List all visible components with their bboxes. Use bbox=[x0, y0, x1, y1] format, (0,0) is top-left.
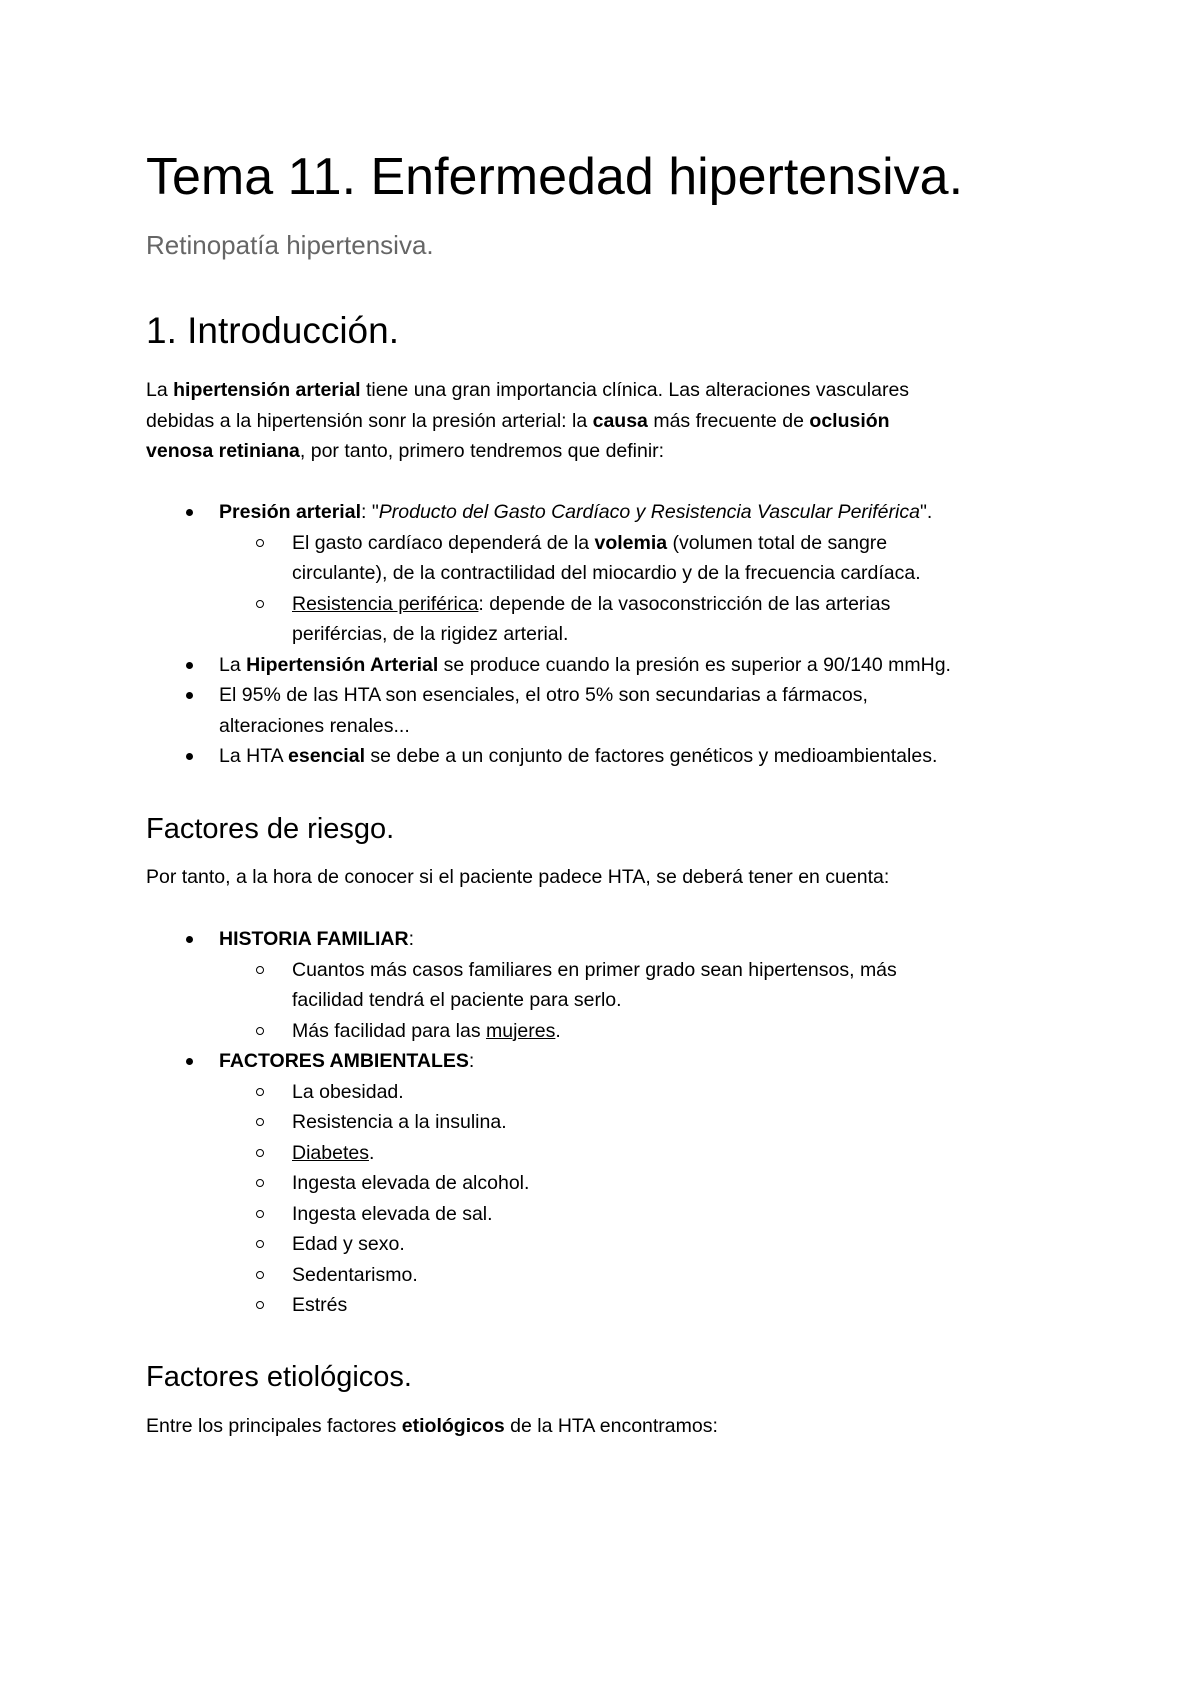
section-heading-factores-riesgo: Factores de riesgo. bbox=[146, 813, 395, 845]
hollow-bullet-icon bbox=[256, 1301, 264, 1309]
list-item: El 95% de las HTA son esenciales, el otro 5% son secundarias a fármacos, alteraciones renales... bbox=[146, 680, 1106, 741]
section-heading-introduccion: 1. Introducción. bbox=[146, 310, 399, 351]
hollow-bullet-icon bbox=[256, 966, 264, 974]
list-subitem: Ingesta elevada de sal. bbox=[146, 1199, 1106, 1230]
list-subitem: Resistencia periférica: depende de la vasoconstricción de las arterias perifércias, de la rigidez arterial. bbox=[146, 589, 1106, 650]
hollow-bullet-icon bbox=[256, 1149, 264, 1157]
list-item-historia-familiar: HISTORIA FAMILIAR: bbox=[146, 924, 1106, 955]
document-subtitle: Retinopatía hipertensiva. bbox=[146, 230, 434, 260]
section-heading-factores-etiologicos: Factores etiológicos. bbox=[146, 1361, 412, 1393]
intro-line-3: venosa retiniana, por tanto, primero tendremos que definir: bbox=[146, 440, 665, 462]
factores-riesgo-list bbox=[146, 924, 1106, 1321]
introduccion-list bbox=[146, 497, 1106, 772]
hollow-bullet-icon bbox=[256, 1118, 264, 1126]
list-subitem: La obesidad. bbox=[146, 1077, 1106, 1108]
list-subitem: Edad y sexo. bbox=[146, 1229, 1106, 1260]
factores-riesgo-intro: Por tanto, a la hora de conocer si el paciente padece HTA, se deberá tener en cuenta: bbox=[146, 866, 890, 888]
intro-line-2: debidas a la hipertensión sonr la presión arterial: la causa más frecuente de oclusión bbox=[146, 409, 890, 432]
bullet-icon bbox=[186, 692, 193, 699]
list-subitem: El gasto cardíaco dependerá de la volemia (volumen total de sangre circulante), de la contractilidad del miocardio y de la frecuencia cardíaca. bbox=[146, 528, 1106, 589]
hollow-bullet-icon bbox=[256, 600, 264, 608]
document-title: Tema 11. Enfermedad hipertensiva. bbox=[146, 148, 964, 206]
bullet-icon bbox=[186, 662, 193, 669]
list-item-factores-ambientales: FACTORES AMBIENTALES: bbox=[146, 1046, 1106, 1077]
list-subitem: Cuantos más casos familiares en primer grado sean hipertensos, más facilidad tendrá el paciente para serlo. bbox=[146, 955, 1106, 1016]
list-subitem: Estrés bbox=[146, 1290, 1106, 1321]
list-subitem: Diabetes. bbox=[146, 1138, 1106, 1169]
list-subitem: Más facilidad para las mujeres. bbox=[146, 1016, 1106, 1047]
bullet-icon bbox=[186, 753, 193, 760]
list-item: Presión arterial: "Producto del Gasto Cardíaco y Resistencia Vascular Periférica". bbox=[146, 497, 1106, 528]
hollow-bullet-icon bbox=[256, 1240, 264, 1248]
hollow-bullet-icon bbox=[256, 1271, 264, 1279]
intro-line-1: La hipertensión arterial tiene una gran importancia clínica. Las alteraciones vasculares bbox=[146, 379, 910, 401]
hollow-bullet-icon bbox=[256, 1179, 264, 1187]
hollow-bullet-icon bbox=[256, 1088, 264, 1096]
bullet-icon bbox=[186, 1058, 193, 1065]
intro-paragraph bbox=[146, 375, 909, 467]
bullet-icon bbox=[186, 936, 193, 943]
list-subitem: Ingesta elevada de alcohol. bbox=[146, 1168, 1106, 1199]
list-item: La HTA esencial se debe a un conjunto de factores genéticos y medioambientales. bbox=[146, 741, 1106, 772]
hollow-bullet-icon bbox=[256, 1027, 264, 1035]
factores-etiologicos-intro: Entre los principales factores etiológicos de la HTA encontramos: bbox=[146, 1415, 718, 1437]
list-subitem: Resistencia a la insulina. bbox=[146, 1107, 1106, 1138]
hollow-bullet-icon bbox=[256, 1210, 264, 1218]
list-item: La Hipertensión Arterial se produce cuando la presión es superior a 90/140 mmHg. bbox=[146, 650, 1106, 681]
list-subitem: Sedentarismo. bbox=[146, 1260, 1106, 1291]
bullet-icon bbox=[186, 509, 193, 516]
hollow-bullet-icon bbox=[256, 539, 264, 547]
